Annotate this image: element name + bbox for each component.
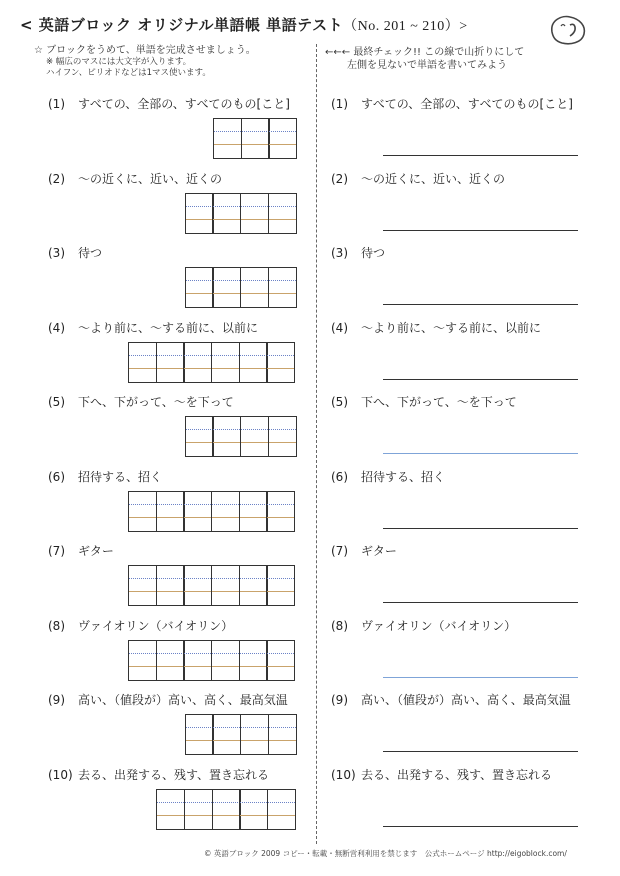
letter-box[interactable] bbox=[128, 565, 157, 606]
check-prompt bbox=[331, 617, 516, 634]
check-meaning: 下へ、下がって、～を下って bbox=[361, 395, 517, 409]
letter-boxes bbox=[129, 640, 295, 681]
letter-box[interactable] bbox=[212, 714, 241, 755]
check-prompt bbox=[331, 393, 517, 410]
answer-line[interactable] bbox=[383, 826, 578, 827]
letter-box[interactable] bbox=[213, 118, 242, 159]
answer-line[interactable] bbox=[383, 304, 578, 305]
letter-box[interactable] bbox=[268, 118, 297, 159]
page-title: < 英語ブロック オリジナル単語帳 単語テスト（No. 201 ~ 210）> bbox=[20, 16, 468, 34]
answer-line[interactable] bbox=[383, 155, 578, 156]
letter-box[interactable] bbox=[239, 640, 268, 681]
letter-box[interactable] bbox=[156, 342, 185, 383]
letter-box[interactable] bbox=[211, 342, 240, 383]
letter-boxes bbox=[186, 267, 297, 308]
letter-box[interactable] bbox=[156, 491, 185, 532]
question-prompt bbox=[48, 691, 288, 708]
question-meaning: 招待する、招く bbox=[78, 469, 163, 484]
letter-box[interactable] bbox=[266, 640, 295, 681]
letter-box[interactable] bbox=[239, 789, 268, 830]
letter-box[interactable] bbox=[184, 789, 213, 830]
instructions-left: ☆ ブロックをうめて、単語を完成させましょう。 ※ 幅広のマスには大文字が入ります。 ハイフン、ピリオドなどは1マス使います。 bbox=[34, 45, 256, 78]
check-number: (3) bbox=[331, 246, 348, 260]
check-prompt bbox=[331, 95, 573, 112]
check-meaning: 去る、出発する、残す、置き忘れる bbox=[361, 767, 553, 782]
question-prompt bbox=[48, 244, 102, 261]
answer-line[interactable] bbox=[383, 453, 578, 454]
question-number: (8) bbox=[48, 618, 65, 633]
letter-box[interactable] bbox=[128, 342, 157, 383]
question-number: (2) bbox=[48, 171, 65, 186]
check-meaning: ヴァイオリン（バイオリン） bbox=[361, 618, 517, 633]
question-prompt bbox=[48, 319, 258, 336]
question-prompt bbox=[48, 766, 269, 783]
footer-copyright: © 英語ブロック 2009 コピー・転載・無断営利利用を禁じます 公式ホームページ http://eigoblock.com/ bbox=[204, 849, 567, 858]
letter-box[interactable] bbox=[239, 491, 268, 532]
letter-box[interactable] bbox=[266, 565, 295, 606]
letter-boxes bbox=[158, 789, 297, 830]
check-meaning: 高い、（値段が）高い、高く、最高気温 bbox=[361, 693, 571, 707]
question-meaning: ヴァイオリン（バイオリン） bbox=[78, 618, 234, 633]
letter-box[interactable] bbox=[240, 416, 269, 457]
check-number: (5) bbox=[331, 395, 348, 409]
question-meaning: 下へ、下がって、～を下って bbox=[78, 395, 234, 409]
check-meaning: ～の近くに、近い、近くの bbox=[361, 171, 506, 186]
letter-box[interactable] bbox=[156, 640, 185, 681]
question-number: (7) bbox=[48, 544, 65, 558]
letter-box[interactable] bbox=[212, 193, 241, 234]
check-number: (9) bbox=[331, 693, 348, 707]
check-prompt bbox=[331, 766, 552, 783]
letter-box[interactable] bbox=[156, 789, 185, 830]
check-number: (2) bbox=[331, 171, 348, 186]
question-number: (6) bbox=[48, 469, 65, 484]
check-prompt bbox=[331, 319, 541, 336]
letter-box[interactable] bbox=[212, 416, 241, 457]
letter-boxes bbox=[186, 714, 297, 755]
answer-line[interactable] bbox=[383, 751, 578, 752]
question-prompt bbox=[48, 170, 222, 187]
letter-box[interactable] bbox=[239, 342, 268, 383]
letter-box[interactable] bbox=[268, 267, 297, 308]
check-number: (1) bbox=[331, 97, 348, 111]
check-prompt bbox=[331, 468, 445, 485]
letter-box[interactable] bbox=[266, 491, 295, 532]
question-prompt bbox=[48, 393, 234, 410]
letter-boxes bbox=[129, 491, 295, 532]
fold-line bbox=[316, 44, 317, 844]
question-number: (1) bbox=[48, 97, 65, 111]
letter-boxes bbox=[129, 565, 295, 606]
instructions-right: ←←← 最終チェック!! この線で山折りにして 左側を見ないで単語を書いてみよう bbox=[325, 47, 525, 71]
letter-box[interactable] bbox=[185, 193, 214, 234]
letter-box[interactable] bbox=[268, 193, 297, 234]
question-meaning: ギター bbox=[78, 544, 114, 558]
check-number: (8) bbox=[331, 618, 348, 633]
letter-box[interactable] bbox=[185, 267, 214, 308]
check-meaning: すべての、全部の、すべてのもの[こと] bbox=[361, 97, 573, 111]
question-meaning: すべての、全部の、すべてのもの[こと] bbox=[78, 97, 290, 111]
answer-line[interactable] bbox=[383, 677, 578, 678]
question-number: (3) bbox=[48, 246, 65, 260]
smiley-logo-icon bbox=[548, 14, 588, 46]
answer-line[interactable] bbox=[383, 602, 578, 603]
question-meaning: 高い、（値段が）高い、高く、最高気温 bbox=[78, 693, 288, 707]
letter-box[interactable] bbox=[240, 267, 269, 308]
question-prompt bbox=[48, 95, 290, 112]
check-number: (6) bbox=[331, 469, 348, 484]
letter-box[interactable] bbox=[156, 565, 185, 606]
letter-box[interactable] bbox=[185, 416, 214, 457]
letter-box[interactable] bbox=[212, 789, 241, 830]
check-meaning: 招待する、招く bbox=[361, 469, 446, 484]
letter-box[interactable] bbox=[240, 193, 269, 234]
question-prompt bbox=[48, 617, 233, 634]
question-number: (4) bbox=[48, 320, 65, 335]
question-prompt bbox=[48, 468, 162, 485]
question-meaning: ～より前に、～する前に、以前に bbox=[78, 320, 259, 335]
letter-boxes bbox=[214, 118, 297, 159]
letter-box[interactable] bbox=[183, 565, 212, 606]
letter-box[interactable] bbox=[211, 640, 240, 681]
page-title-range: （No. 201 ~ 210）> bbox=[343, 19, 468, 34]
answer-line[interactable] bbox=[383, 230, 578, 231]
answer-line[interactable] bbox=[383, 379, 578, 380]
letter-boxes bbox=[186, 193, 297, 234]
letter-box[interactable] bbox=[212, 267, 241, 308]
check-number: (7) bbox=[331, 544, 348, 558]
letter-box[interactable] bbox=[267, 789, 296, 830]
letter-box[interactable] bbox=[185, 714, 214, 755]
question-meaning: ～の近くに、近い、近くの bbox=[78, 171, 223, 186]
letter-box[interactable] bbox=[128, 640, 157, 681]
question-number: (9) bbox=[48, 693, 65, 707]
letter-box[interactable] bbox=[183, 491, 212, 532]
letter-boxes bbox=[186, 416, 297, 457]
check-meaning: ～より前に、～する前に、以前に bbox=[361, 320, 542, 335]
question-number: (5) bbox=[48, 395, 65, 409]
letter-box[interactable] bbox=[128, 491, 157, 532]
check-prompt bbox=[331, 170, 505, 187]
question-meaning: 待つ bbox=[78, 246, 103, 260]
check-prompt bbox=[331, 691, 571, 708]
letter-box[interactable] bbox=[239, 565, 268, 606]
check-meaning: ギター bbox=[361, 544, 397, 558]
check-prompt bbox=[331, 244, 385, 261]
letter-box[interactable] bbox=[240, 714, 269, 755]
letter-box[interactable] bbox=[211, 565, 240, 606]
check-meaning: 待つ bbox=[361, 246, 386, 260]
letter-box[interactable] bbox=[183, 640, 212, 681]
check-number: (4) bbox=[331, 320, 348, 335]
letter-boxes bbox=[129, 342, 295, 383]
letter-box[interactable] bbox=[183, 342, 212, 383]
check-number: (10) bbox=[331, 767, 356, 782]
letter-box[interactable] bbox=[266, 342, 295, 383]
question-meaning: 去る、出発する、残す、置き忘れる bbox=[78, 767, 270, 782]
answer-line[interactable] bbox=[383, 528, 578, 529]
question-prompt bbox=[48, 542, 114, 559]
letter-box[interactable] bbox=[241, 118, 270, 159]
question-number: (10) bbox=[48, 767, 73, 782]
letter-box[interactable] bbox=[268, 714, 297, 755]
check-prompt bbox=[331, 542, 397, 559]
letter-box[interactable] bbox=[268, 416, 297, 457]
letter-box[interactable] bbox=[211, 491, 240, 532]
